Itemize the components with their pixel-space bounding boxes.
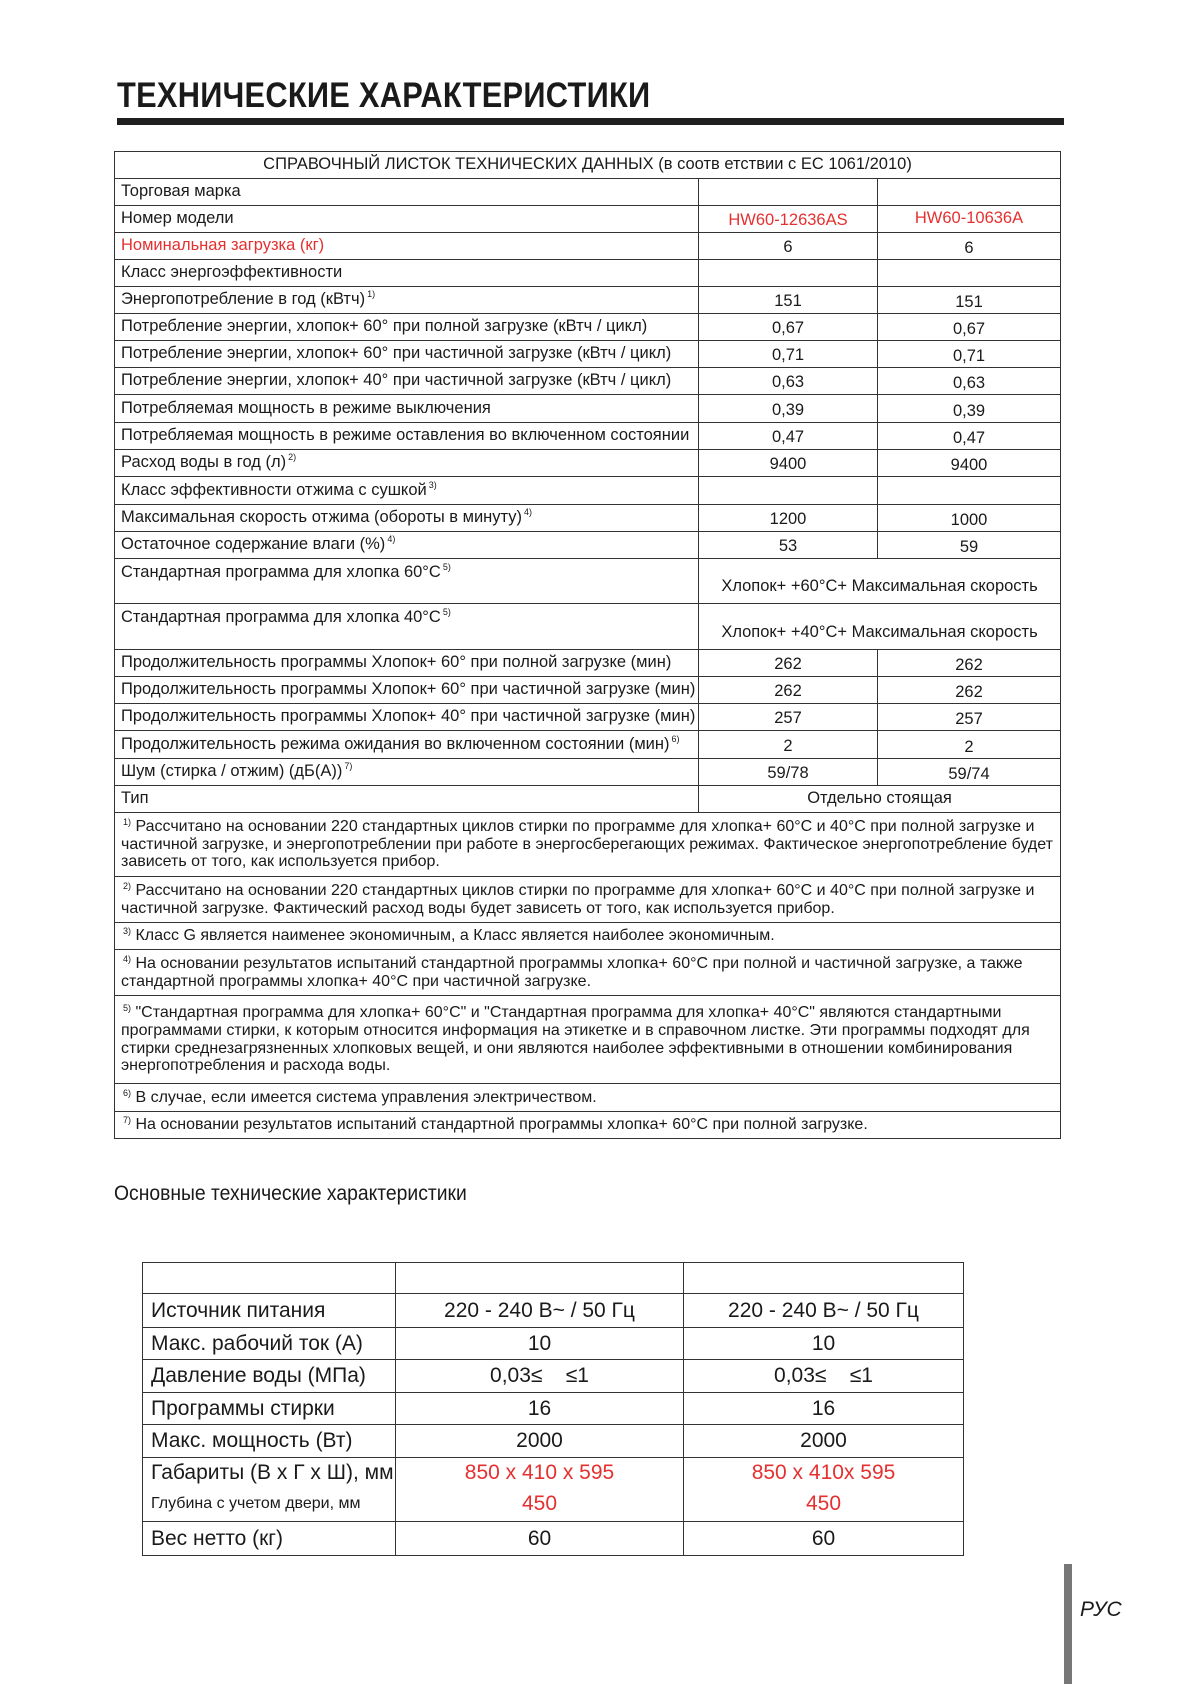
table-row — [115, 731, 1061, 759]
table-row — [143, 1522, 964, 1556]
table-row — [115, 395, 1061, 423]
type-value: Отдельно стоящая — [699, 786, 1061, 813]
row-value-1: 257 — [699, 704, 878, 731]
row-label: Продолжительность программы Хлопок+ 40° при частичной загрузке (мин) — [115, 704, 699, 731]
footnote-mark: 7) — [123, 1115, 132, 1126]
table-row — [115, 287, 1061, 314]
footnote-row — [115, 996, 1061, 1084]
table-row — [115, 532, 1061, 559]
row-value-2: 59 — [878, 532, 1061, 559]
footnote — [115, 950, 1061, 996]
row-value-1: 60 — [396, 1522, 684, 1556]
row-label: Потребление энергии, хлопок+ 40° при частичной загрузке (кВтч / цикл) — [115, 368, 699, 395]
program-value: Хлопок+ +60°C+ Максимальная скорость — [699, 559, 1061, 604]
table-row — [115, 233, 1061, 260]
row-value-2 — [878, 260, 1061, 287]
row-value-2: 60 — [684, 1522, 964, 1556]
table-row — [115, 559, 1061, 604]
table-row — [143, 1360, 964, 1393]
page-title: ТЕХНИЧЕСКИЕ ХАРАКТЕРИСТИКИ — [117, 76, 651, 115]
row-value-2 — [878, 477, 1061, 505]
row-label — [115, 505, 699, 532]
table-row — [143, 1425, 964, 1458]
row-value-1: 16 — [396, 1393, 684, 1425]
row-label: Торговая марка — [115, 179, 699, 206]
table-row — [115, 704, 1061, 731]
footnote-ref: 6) — [671, 733, 680, 744]
label-text: Стандартная программа для хлопка 60°C — [121, 563, 441, 581]
row-value-1: 220 - 240 В~ / 50 Гц — [396, 1294, 684, 1328]
footnote-row — [115, 923, 1061, 950]
footnote-ref: 5) — [442, 562, 451, 572]
row-label: Номер модели — [115, 206, 699, 233]
row-value-2: 257 — [878, 704, 1061, 731]
row-value-2: 9400 — [878, 450, 1061, 477]
label-text: Шум (стирка / отжим) (дБ(А)) — [121, 762, 343, 781]
row-value-2: 16 — [684, 1393, 964, 1425]
row-value-2: 0,03≤ ≤1 — [684, 1360, 964, 1393]
table-row — [143, 1488, 964, 1522]
table-row — [115, 677, 1061, 704]
row-value-2: 2 — [878, 731, 1061, 759]
row-value-1: 151 — [699, 287, 878, 314]
label-text: Класс эффективности отжима с сушкой — [121, 480, 427, 499]
table-row — [115, 341, 1061, 368]
row-value-2: 0,71 — [878, 341, 1061, 368]
row-value-2: 2000 — [684, 1425, 964, 1458]
row-value-1: 1200 — [699, 505, 878, 532]
footnote-text: Рассчитано на основании 220 стандартных циклов стирки по программе для хлопка+ 60°C и 40°C при полной загрузке и частичной загрузке, и энергопотреблении при работе в энергосберегающих режимах. Фактическое энергопотребление будет зависеть от того, как используется прибор. — [121, 817, 1053, 871]
footnote-mark: 6) — [123, 1087, 132, 1098]
footnote — [115, 813, 1061, 877]
row-label — [115, 532, 699, 559]
basic-specs-table — [142, 1262, 964, 1556]
empty-header-cell — [143, 1263, 396, 1294]
row-value-1: 0,63 — [699, 368, 878, 395]
table-row — [115, 650, 1061, 677]
row-value-1: 10 — [396, 1328, 684, 1360]
row-label — [115, 287, 699, 314]
row-value-1: 6 — [699, 233, 878, 260]
row-value-2: 151 — [878, 287, 1061, 314]
table-row — [115, 260, 1061, 287]
technical-data-sheet-table — [114, 151, 1061, 1139]
label-text: Максимальная скорость отжима (обороты в минуту) — [121, 508, 523, 527]
footnote — [115, 877, 1061, 923]
row-label: Глубина с учетом двери, мм — [143, 1488, 396, 1522]
footnote-ref: 2) — [288, 452, 297, 463]
table-row — [115, 759, 1061, 786]
table-row — [115, 604, 1061, 650]
footnote-row — [115, 877, 1061, 923]
table-row — [143, 1294, 964, 1328]
row-value-1: 9400 — [699, 450, 878, 477]
footnote-row — [115, 813, 1061, 877]
row-value-2: 220 - 240 В~ / 50 Гц — [684, 1294, 964, 1328]
table-row — [115, 179, 1061, 206]
dimensions-1: 850 x 410 x 595 — [396, 1458, 684, 1488]
footnote-text: Класс G является наименее экономичным, а Класс является наиболее экономичным. — [135, 927, 775, 945]
footnote — [115, 996, 1061, 1084]
row-value-1: 0,39 — [699, 395, 878, 423]
row-value-2: 0,39 — [878, 395, 1061, 423]
row-value-2: 0,47 — [878, 423, 1061, 450]
row-label: Продолжительность программы Хлопок+ 60° при полной загрузке (мин) — [115, 650, 699, 677]
row-label: Номинальная загрузка (кг) — [115, 233, 699, 260]
row-value-1: 0,03≤ ≤1 — [396, 1360, 684, 1393]
table-header: СПРАВОЧНЫЙ ЛИСТОК ТЕХНИЧЕСКИХ ДАННЫХ (в соотв етствии с ЕС 1061/2010) — [115, 152, 1061, 179]
row-label: Тип — [115, 786, 699, 813]
row-label: Давление воды (МПа) — [143, 1360, 396, 1393]
row-label — [115, 477, 699, 505]
footnote-mark: 5) — [123, 1002, 132, 1013]
footnote-ref: 7) — [344, 761, 353, 772]
table-row — [115, 477, 1061, 505]
row-label: Программы стирки — [143, 1393, 396, 1425]
footnote-mark: 3) — [123, 926, 132, 937]
footnote-text: На основании результатов испытаний стандартной программы хлопка+ 60°C при полной загрузке. — [135, 1116, 868, 1134]
label-text: Стандартная программа для хлопка 40°C — [121, 608, 441, 626]
row-label — [115, 759, 699, 786]
empty-header-cell — [684, 1263, 964, 1294]
row-label — [115, 731, 699, 759]
footnote-text: На основании результатов испытаний стандартной программы хлопка+ 60°C при полной и частичной загрузке, а также стандартной программы хлопка+ 40°C при частичной загрузке. — [121, 954, 1023, 990]
row-value-1: 0,47 — [699, 423, 878, 450]
row-label: Макс. рабочий ток (А) — [143, 1328, 396, 1360]
table-row — [115, 368, 1061, 395]
row-label: Потребляемая мощность в режиме оставления во включенном состоянии — [115, 423, 699, 450]
label-text: Энергопотребление в год (кВтч) — [121, 290, 366, 309]
row-label: Макс. мощность (Вт) — [143, 1425, 396, 1458]
model-number-2: HW60-10636A — [878, 206, 1061, 233]
page-side-bar — [1064, 1564, 1072, 1684]
row-label: Вес нетто (кг) — [143, 1522, 396, 1556]
footnote — [115, 1112, 1061, 1139]
row-value-2: 1000 — [878, 505, 1061, 532]
row-label — [115, 559, 699, 604]
footnote-ref: 3) — [428, 479, 437, 490]
empty-header-cell — [396, 1263, 684, 1294]
row-value-1 — [699, 477, 878, 505]
label-text: Продолжительность режима ожидания во включенном состоянии (мин) — [121, 734, 670, 753]
row-value-2: 262 — [878, 677, 1061, 704]
model-number-1: HW60-12636AS — [699, 206, 878, 233]
table-header-row — [115, 152, 1061, 179]
table-row — [143, 1393, 964, 1425]
footnote-mark: 1) — [123, 816, 132, 827]
label-text: Остаточное содержание влаги (%) — [121, 535, 386, 554]
footnote-row — [115, 1084, 1061, 1112]
table-row — [115, 450, 1061, 477]
footnote — [115, 923, 1061, 950]
footnote-mark: 4) — [123, 953, 132, 964]
row-value-2: 59/74 — [878, 759, 1061, 786]
table-row — [143, 1328, 964, 1360]
row-label — [115, 604, 699, 650]
table-header-row — [143, 1263, 964, 1294]
row-label: Габариты (В х Г х Ш), мм — [143, 1458, 396, 1488]
row-label: Потребление энергии, хлопок+ 60° при частичной загрузке (кВтч / цикл) — [115, 341, 699, 368]
language-label: РУС — [1080, 1598, 1122, 1621]
row-label — [115, 450, 699, 477]
table-row — [115, 786, 1061, 813]
footnote-ref: 5) — [442, 607, 451, 617]
footnote-mark: 2) — [123, 880, 132, 891]
table-row — [115, 505, 1061, 532]
row-label: Источник питания — [143, 1294, 396, 1328]
table-row — [115, 314, 1061, 341]
row-value-2: 10 — [684, 1328, 964, 1360]
row-value-1: 262 — [699, 677, 878, 704]
footnote-ref: 1) — [367, 289, 376, 300]
footnote-text: Рассчитано на основании 220 стандартных циклов стирки по программе для хлопка+ 60°C и 40°C при полной загрузке и частичной загрузке. Фактический расход воды будет зависеть от того, как используется прибор. — [121, 881, 1035, 917]
label-text: Расход воды в год (л) — [121, 453, 287, 472]
row-label: Потребляемая мощность в режиме выключения — [115, 395, 699, 423]
row-value-1: 53 — [699, 532, 878, 559]
row-value-1: 262 — [699, 650, 878, 677]
footnote-text: В случае, если имеется система управления электричеством. — [135, 1088, 597, 1106]
row-value-2: 262 — [878, 650, 1061, 677]
footnote-ref: 4) — [524, 507, 533, 518]
table-row — [143, 1458, 964, 1488]
table-row — [115, 423, 1061, 450]
footnote-row — [115, 950, 1061, 996]
footnote-ref: 4) — [387, 534, 396, 545]
row-value-1: 59/78 — [699, 759, 878, 786]
row-value-1: 2 — [699, 731, 878, 759]
row-value-2: 6 — [878, 233, 1061, 260]
row-value-2: 0,63 — [878, 368, 1061, 395]
door-depth-2: 450 — [684, 1488, 964, 1522]
row-label: Класс энергоэффективности — [115, 260, 699, 287]
row-value-1 — [699, 179, 878, 206]
row-label: Продолжительность программы Хлопок+ 60° при частичной загрузке (мин) — [115, 677, 699, 704]
footnote-text: "Стандартная программа для хлопка+ 60°C" и "Стандартная программа для хлопка+ 40°C" являются стандартными программами стирки, к которым относится информация на этикетке и в справочном листке. Эти программы подходят для стирки среднезагрязненных хлопковых вещей, и они являются наиболее эффективными в отношении комбинирования энергопотребления и расхода воды. — [121, 1003, 1030, 1075]
row-value-1: 2000 — [396, 1425, 684, 1458]
footnote-row — [115, 1112, 1061, 1139]
door-depth-1: 450 — [396, 1488, 684, 1522]
row-value-1: 0,67 — [699, 314, 878, 341]
program-value: Хлопок+ +40°C+ Максимальная скорость — [699, 604, 1061, 650]
footnote — [115, 1084, 1061, 1112]
basic-specs-title: Основные технические характеристики — [114, 1182, 467, 1205]
row-value-2 — [878, 179, 1061, 206]
row-label: Потребление энергии, хлопок+ 60° при полной загрузке (кВтч / цикл) — [115, 314, 699, 341]
row-value-2: 0,67 — [878, 314, 1061, 341]
row-value-1 — [699, 260, 878, 287]
title-rule — [117, 118, 1064, 125]
table-row — [115, 206, 1061, 233]
row-value-1: 0,71 — [699, 341, 878, 368]
dimensions-2: 850 x 410x 595 — [684, 1458, 964, 1488]
